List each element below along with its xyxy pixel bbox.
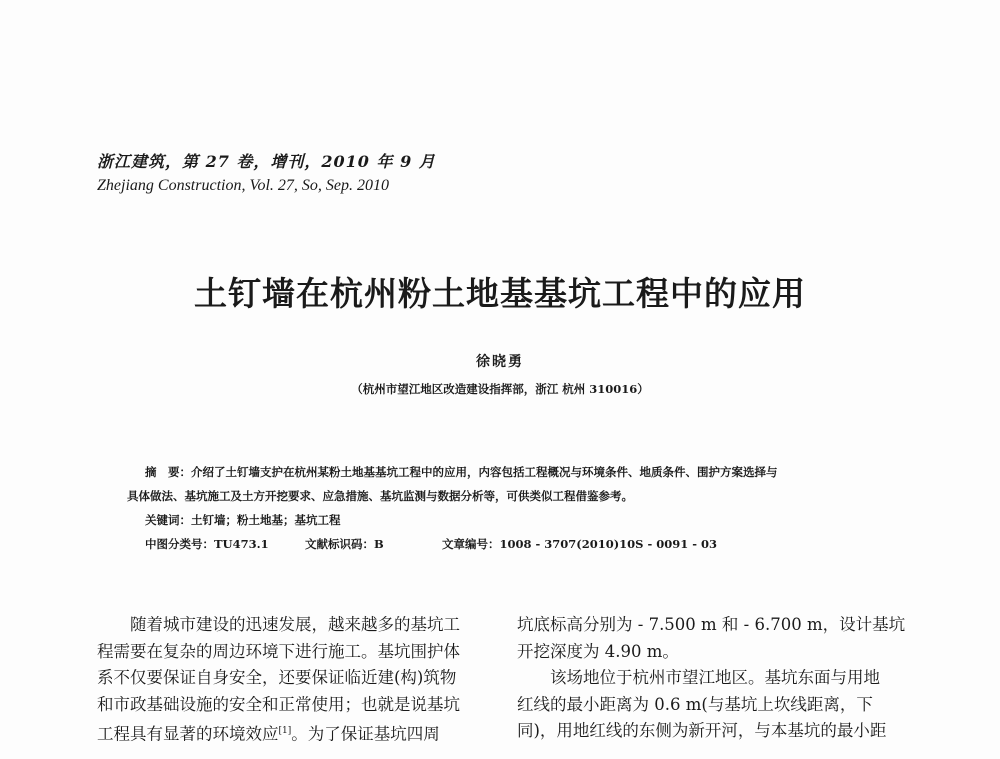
- abstract-block: [127, 460, 880, 556]
- body-column-left: [97, 612, 497, 748]
- abstract-label: 摘 要：: [145, 465, 191, 479]
- body-left-line-5-tail: 。为了保证基坑四周: [291, 724, 440, 744]
- clc-label: 中图分类号：: [145, 537, 214, 551]
- doc-code-label: 文献标识码：: [305, 537, 374, 551]
- body-right-line-3: 该场地位于杭州市望江地区。基坑东面与用地: [550, 668, 880, 687]
- journal-citation-cn: 浙江建筑，第 27 卷，增刊，2010 年 9 月: [97, 152, 436, 171]
- article-no-cell: [442, 532, 717, 556]
- body-left-line-1: 随着城市建设的迅速发展，越来越多的基坑工: [130, 615, 460, 634]
- article-no-value: 1008 - 3707(2010)10S - 0091 - 03: [499, 537, 718, 551]
- abstract-line-1: [145, 460, 880, 484]
- body-left-line-5-text: 工程具有显著的环境效应: [97, 724, 279, 744]
- body-left-line-4: 和市政基础设施的安全和正常使用；也就是说基坑: [97, 694, 460, 714]
- doc-code-cell: [305, 532, 442, 556]
- body-column-right: [517, 612, 917, 745]
- body-right-line-4: 红线的最小距离为 0.6 m(与基坑上坎线距离，下: [517, 694, 873, 714]
- abstract-text-1: 介绍了土钉墙支护在杭州某粉土地基基坑工程中的应用，内容包括工程概况与环境条件、地质条件、围护方案选择与: [191, 465, 778, 479]
- citation-ref: [1]: [278, 726, 292, 736]
- body-left-line-2: 程需要在复杂的周边环境下进行施工。基坑围护体: [97, 641, 460, 661]
- body-left-line-5: [97, 718, 497, 748]
- abstract-line-2: [127, 484, 880, 508]
- body-left-line-3: 系不仅要保证自身安全，还要保证临近建(构)筑物: [97, 668, 457, 687]
- article-no-label: 文章编号：: [442, 537, 500, 551]
- keywords-line: [145, 508, 880, 532]
- doc-code-value: B: [374, 537, 384, 551]
- classification-line: [145, 532, 880, 556]
- author-affiliation: （杭州市望江地区改造建设指挥部，浙江 杭州 310016）: [351, 382, 649, 396]
- body-right-line-1: 坑底标高分别为 - 7.500 m 和 - 6.700 m，设计基坑: [517, 615, 906, 634]
- clc-value: TU473.1: [214, 537, 269, 551]
- body-right-line-5: 同)，用地红线的东侧为新开河，与本基坑的最小距: [517, 721, 887, 740]
- journal-citation-en: Zhejiang Construction, Vol. 27, So, Sep. 2010: [97, 177, 389, 194]
- paper-title: 土钉墙在杭州粉土地基基坑工程中的应用: [194, 274, 806, 313]
- abstract-text-2: 具体做法、基坑施工及土方开挖要求、应急措施、基坑监测与数据分析等，可供类似工程借鉴参考。: [127, 489, 633, 503]
- clc-cell: [145, 532, 305, 556]
- body-right-line-2: 开挖深度为 4.90 m。: [517, 641, 679, 661]
- keywords-text: 土钉墙；粉土地基；基坑工程: [191, 513, 341, 527]
- author-name: 徐晓勇: [476, 354, 524, 370]
- keywords-label: 关键词：: [145, 513, 191, 527]
